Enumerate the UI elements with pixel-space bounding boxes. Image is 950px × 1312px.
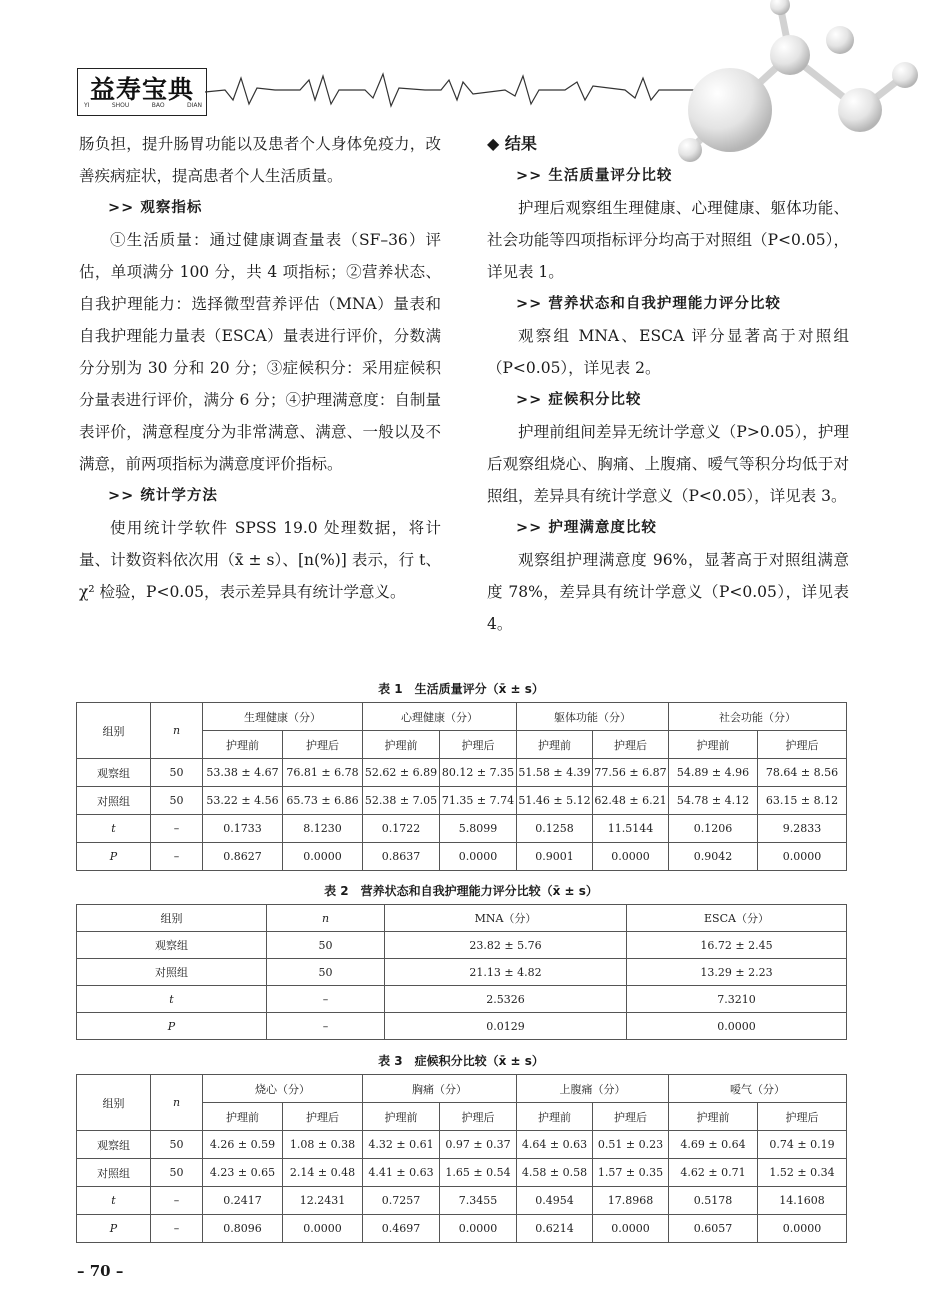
subheading-symptom-score: >> 症候积分比较	[516, 392, 642, 408]
table-cell: t	[77, 1187, 151, 1215]
table-3-sub-after: 护理后	[283, 1103, 363, 1131]
table-cell: 0.8096	[203, 1215, 283, 1243]
table-cell: 对照组	[77, 787, 151, 815]
table-1-sub-before: 护理前	[669, 731, 758, 759]
table-cell: 1.52 ± 0.34	[758, 1159, 847, 1187]
table-cell: 54.89 ± 4.96	[669, 759, 758, 787]
table-cell: 1.08 ± 0.38	[283, 1131, 363, 1159]
table-cell: 53.22 ± 4.56	[203, 787, 283, 815]
table-3-sub-before: 护理前	[517, 1103, 593, 1131]
table-cell: 52.62 ± 6.89	[363, 759, 440, 787]
right-paragraph-1: 护理后观察组生理健康、心理健康、躯体功能、社会功能等四项指标评分均高于对照组（P<0.05），详见表 1。	[487, 199, 849, 281]
table-cell: 7.3455	[440, 1187, 517, 1215]
table-cell: 4.23 ± 0.65	[203, 1159, 283, 1187]
table-3-sub-before: 护理前	[363, 1103, 440, 1131]
journal-logo	[77, 68, 207, 116]
table-cell: 0.0000	[758, 1215, 847, 1243]
logo-title: 益寿宝典	[89, 75, 194, 104]
table-1-sub-after: 护理后	[593, 731, 669, 759]
right-column	[487, 128, 849, 640]
table-cell: 21.13 ± 4.82	[385, 959, 627, 986]
table-cell: 51.46 ± 5.12	[517, 787, 593, 815]
table-3-header-epigastric-pain: 上腹痛（分）	[517, 1075, 669, 1103]
table-cell: 2.5326	[385, 986, 627, 1013]
table-cell: 7.3210	[627, 986, 847, 1013]
table-cell: 2.14 ± 0.48	[283, 1159, 363, 1187]
table-3-header-n: n	[151, 1075, 203, 1131]
table-3-sub-after: 护理后	[440, 1103, 517, 1131]
table-row	[77, 986, 847, 1013]
table-row	[77, 932, 847, 959]
table-cell: 0.0000	[283, 843, 363, 871]
table-3-sub-before: 护理前	[203, 1103, 283, 1131]
right-paragraph-4: 观察组护理满意度 96%，显著高于对照组满意度 78%，差异具有统计学意义（P<0.05），详见表 4。	[487, 551, 849, 633]
table-row	[77, 787, 847, 815]
table-cell: 4.62 ± 0.71	[669, 1159, 758, 1187]
table-cell: 0.0000	[593, 1215, 669, 1243]
table-cell: P	[77, 843, 151, 871]
table-cell: 0.51 ± 0.23	[593, 1131, 669, 1159]
table-cell: 0.6214	[517, 1215, 593, 1243]
right-paragraph-2: 观察组 MNA、ESCA 评分显著高于对照组（P<0.05），详见表 2。	[487, 327, 849, 377]
table-cell: 62.48 ± 6.21	[593, 787, 669, 815]
table-cell: 0.97 ± 0.37	[440, 1131, 517, 1159]
table-2	[76, 904, 847, 1040]
table-cell: 54.78 ± 4.12	[669, 787, 758, 815]
right-paragraph-3: 护理前组间差异无统计学意义（P>0.05），护理后观察组烧心、胸痛、上腹痛、嗳气等积分均低于对照组，差异具有统计学意义（P<0.05），详见表 3。	[487, 423, 849, 505]
table-3-sub-before: 护理前	[669, 1103, 758, 1131]
table-cell: 5.8099	[440, 815, 517, 843]
table-1-header-group: 组别	[77, 703, 151, 759]
table-cell: 0.4697	[363, 1215, 440, 1243]
table-cell: –	[151, 815, 203, 843]
table-cell: 77.56 ± 6.87	[593, 759, 669, 787]
table-cell: 50	[151, 1159, 203, 1187]
logo-pinyin-3: BAO	[151, 102, 165, 109]
table-cell: 14.1608	[758, 1187, 847, 1215]
table-cell: 0.4954	[517, 1187, 593, 1215]
table-cell: 52.38 ± 7.05	[363, 787, 440, 815]
table-cell: 0.0000	[593, 843, 669, 871]
table-2-header-esca: ESCA（分）	[627, 905, 847, 932]
logo-pinyin-2: SHOU	[111, 102, 130, 109]
table-cell: 0.0129	[385, 1013, 627, 1040]
table-1-sub-before: 护理前	[363, 731, 440, 759]
logo-pinyin-1: YI	[84, 102, 90, 109]
subheading-quality-of-life: >> 生活质量评分比较	[516, 168, 673, 184]
table-cell: 0.74 ± 0.19	[758, 1131, 847, 1159]
table-cell: 4.26 ± 0.59	[203, 1131, 283, 1159]
table-cell: 0.9042	[669, 843, 758, 871]
table-1-sub-after: 护理后	[758, 731, 847, 759]
table-cell: 53.38 ± 4.67	[203, 759, 283, 787]
table-cell: 0.7257	[363, 1187, 440, 1215]
table-cell: 观察组	[77, 759, 151, 787]
left-paragraph-3: 使用统计学软件 SPSS 19.0 处理数据，将计量、计数资料依次用（x̄ ± s）、[n(%)] 表示，行 t、χ² 检验，P<0.05，表示差异具有统计学意义。	[79, 519, 441, 601]
table-cell: t	[77, 986, 267, 1013]
table-row	[77, 959, 847, 986]
table-cell: 0.0000	[283, 1215, 363, 1243]
table-cell: 0.8637	[363, 843, 440, 871]
table-cell: 51.58 ± 4.39	[517, 759, 593, 787]
table-2-header-row	[77, 905, 847, 932]
table-cell: 16.72 ± 2.45	[627, 932, 847, 959]
table-row	[77, 1215, 847, 1243]
subheading-satisfaction: >> 护理满意度比较	[516, 520, 657, 536]
table-1	[76, 702, 847, 871]
table-cell: 0.2417	[203, 1187, 283, 1215]
logo-pinyin-4: DIAN	[186, 102, 202, 109]
table-cell: 63.15 ± 8.12	[758, 787, 847, 815]
table-1-sub-after: 护理后	[440, 731, 517, 759]
table-row	[77, 1013, 847, 1040]
table-1-header-physical: 生理健康（分）	[203, 703, 363, 731]
table-1-caption: 表 1 生活质量评分（x̄ ± s）	[378, 682, 544, 696]
table-cell: 13.29 ± 2.23	[627, 959, 847, 986]
table-cell: 0.1206	[669, 815, 758, 843]
table-cell: 观察组	[77, 932, 267, 959]
table-cell: 4.69 ± 0.64	[669, 1131, 758, 1159]
left-paragraph-1: 肠负担，提升肠胃功能以及患者个人身体免疫力，改善疾病症状，提高患者个人生活质量。	[79, 135, 441, 185]
table-cell: P	[77, 1215, 151, 1243]
subheading-observation-indicators: >> 观察指标	[108, 200, 203, 216]
table-cell: 50	[151, 759, 203, 787]
page-number: – 70 –	[77, 1262, 124, 1280]
table-cell: –	[151, 1187, 203, 1215]
table-row	[77, 759, 847, 787]
table-2-header-mna: MNA（分）	[385, 905, 627, 932]
table-3-header-belching: 嗳气（分）	[669, 1075, 847, 1103]
table-cell: 17.8968	[593, 1187, 669, 1215]
table-cell: 50	[267, 959, 385, 986]
table-1-header-n: n	[151, 703, 203, 759]
table-cell: 50	[267, 932, 385, 959]
table-cell: 78.64 ± 8.56	[758, 759, 847, 787]
table-cell: 1.57 ± 0.35	[593, 1159, 669, 1187]
table-cell: 0.0000	[440, 843, 517, 871]
table-cell: 12.2431	[283, 1187, 363, 1215]
logo-pinyin	[84, 102, 202, 109]
table-cell: 0.9001	[517, 843, 593, 871]
table-row	[77, 1131, 847, 1159]
left-column	[79, 128, 441, 608]
table-2-header-n: n	[267, 905, 385, 932]
table-cell: 0.1733	[203, 815, 283, 843]
table-cell: 0.1258	[517, 815, 593, 843]
table-3-header-chest-pain: 胸痛（分）	[363, 1075, 517, 1103]
table-cell: 8.1230	[283, 815, 363, 843]
table-cell: 0.0000	[758, 843, 847, 871]
table-cell: –	[267, 1013, 385, 1040]
table-cell: 71.35 ± 7.74	[440, 787, 517, 815]
subheading-statistical-methods: >> 统计学方法	[108, 488, 218, 504]
table-cell: 0.6057	[669, 1215, 758, 1243]
table-cell: –	[151, 843, 203, 871]
table-cell: P	[77, 1013, 267, 1040]
table-row	[77, 815, 847, 843]
table-row	[77, 843, 847, 871]
table-1-sub-before: 护理前	[203, 731, 283, 759]
table-cell: –	[151, 1215, 203, 1243]
table-cell: 4.58 ± 0.58	[517, 1159, 593, 1187]
table-cell: 4.41 ± 0.63	[363, 1159, 440, 1187]
table-cell: 1.65 ± 0.54	[440, 1159, 517, 1187]
table-cell: 0.8627	[203, 843, 283, 871]
table-2-header-group: 组别	[77, 905, 267, 932]
table-1-header-body: 躯体功能（分）	[517, 703, 669, 731]
table-cell: 对照组	[77, 959, 267, 986]
table-3-caption: 表 3 症候积分比较（x̄ ± s）	[378, 1054, 544, 1068]
table-cell: 50	[151, 1131, 203, 1159]
table-cell: 65.73 ± 6.86	[283, 787, 363, 815]
table-cell: 0.5178	[669, 1187, 758, 1215]
table-cell: –	[267, 986, 385, 1013]
table-cell: 对照组	[77, 1159, 151, 1187]
table-cell: 0.0000	[627, 1013, 847, 1040]
table-3-sub-after: 护理后	[758, 1103, 847, 1131]
section-heading-results: ◆ 结果	[487, 134, 537, 153]
table-1-header-mental: 心理健康（分）	[363, 703, 517, 731]
table-cell: 4.64 ± 0.63	[517, 1131, 593, 1159]
subheading-nutrition-selfcare: >> 营养状态和自我护理能力评分比较	[516, 296, 781, 312]
table-cell: t	[77, 815, 151, 843]
table-1-sub-after: 护理后	[283, 731, 363, 759]
table-cell: 0.0000	[440, 1215, 517, 1243]
table-3-header-row	[77, 1075, 847, 1103]
table-cell: 76.81 ± 6.78	[283, 759, 363, 787]
table-cell: 9.2833	[758, 815, 847, 843]
table-2-caption: 表 2 营养状态和自我护理能力评分比较（x̄ ± s）	[324, 884, 598, 898]
table-1-sub-before: 护理前	[517, 731, 593, 759]
table-3-header-group: 组别	[77, 1075, 151, 1131]
table-cell: 50	[151, 787, 203, 815]
left-paragraph-2: ①生活质量：通过健康调查量表（SF–36）评估，单项满分 100 分，共 4 项指标；②营养状态、自我护理能力：选择微型营养评估（MNA）量表和自我护理能力量表（ESCA）量表进行评价，分数满分分别为 30 分和 20 分；③症候积分：采用症候积分量表进行评价，满分 6 分；④护理满意度：自制量表评价，满意程度分为非常满意、满意、一般以及不满意，前两项指标为满意度评价指标。	[79, 231, 441, 473]
table-cell: 23.82 ± 5.76	[385, 932, 627, 959]
table-3-sub-after: 护理后	[593, 1103, 669, 1131]
table-row	[77, 1187, 847, 1215]
table-1-header-row	[77, 703, 847, 731]
table-3	[76, 1074, 847, 1243]
table-cell: 4.32 ± 0.61	[363, 1131, 440, 1159]
table-cell: 观察组	[77, 1131, 151, 1159]
table-row	[77, 1159, 847, 1187]
table-3-header-heartburn: 烧心（分）	[203, 1075, 363, 1103]
table-cell: 11.5144	[593, 815, 669, 843]
table-cell: 80.12 ± 7.35	[440, 759, 517, 787]
table-cell: 0.1722	[363, 815, 440, 843]
table-1-header-social: 社会功能（分）	[669, 703, 847, 731]
